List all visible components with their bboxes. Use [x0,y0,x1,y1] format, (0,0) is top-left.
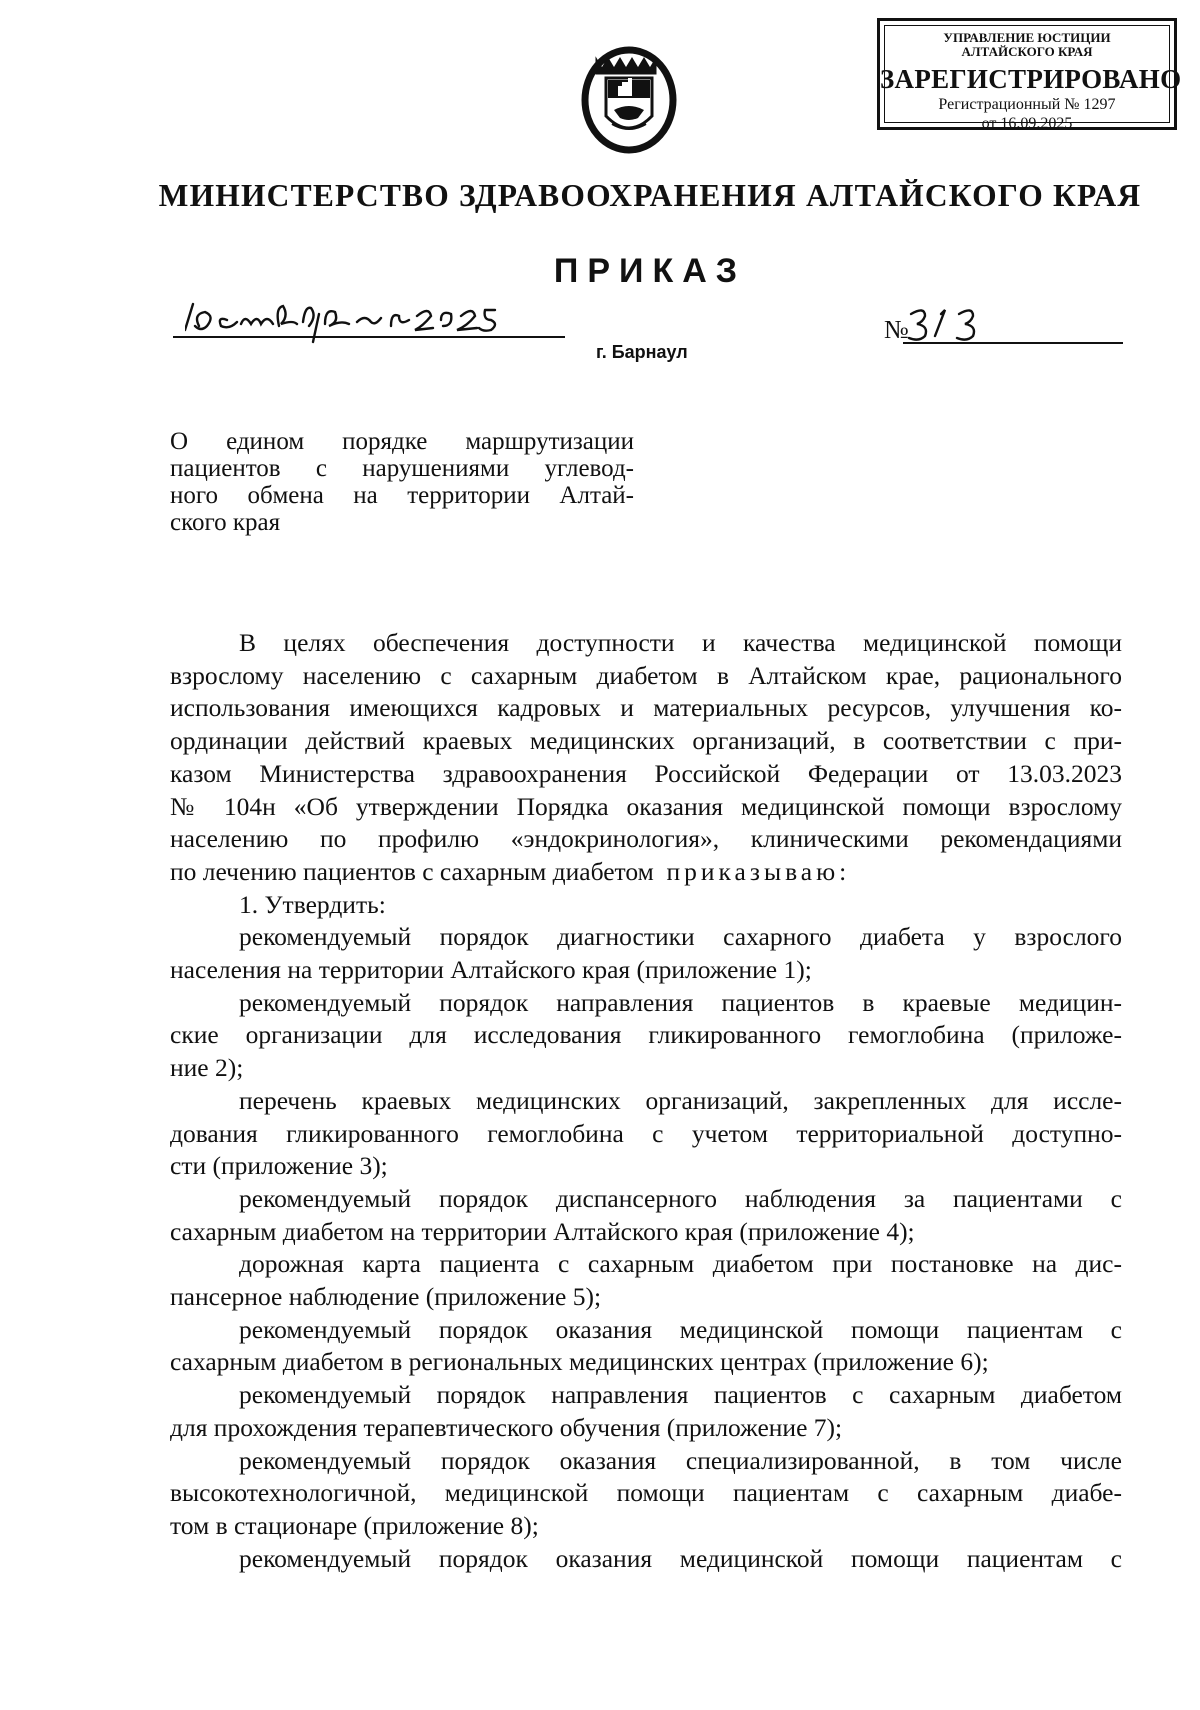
handwritten-date [185,296,565,346]
preamble-line: использования имеющихся кадровых и материальных ресурсов, улучшения ко- [170,693,1122,723]
subject-line: ского края [170,509,281,536]
stamp-status: ЗАРЕГИСТРИРОВАНО [880,64,1182,94]
subject-line: О едином порядке маршрутизации [170,428,634,455]
appendix-item-line: рекомендуемый порядок оказания медицинской помощи пациентам с [239,1543,1122,1573]
appendix-item-line: пансерное наблюдение (приложение 5); [170,1282,602,1312]
date-underline [173,336,565,338]
appendix-item-line: дорожная карта пациента с сахарным диабетом при постановке на дис- [239,1249,1122,1279]
appendix-item-line: том в стационаре (приложение 8); [170,1510,539,1540]
handwritten-number [905,306,1015,346]
stamp-reg-date: от 16.09.2025 [981,115,1073,132]
preamble-line: взрослому населению с сахарным диабетом в Алтайском крае, рационального [170,660,1122,690]
preamble-line: В целях обеспечения доступности и качества медицинской помощи [239,628,1122,657]
appendix-item-line: населения на территории Алтайского края (приложение 1); [170,955,812,985]
number-underline [903,342,1123,344]
appendix-item-line: сти (приложение 3); [170,1151,388,1181]
appendix-item-line: высокотехнологичной, медицинской помощи пациентам с сахарным диабе- [170,1478,1122,1508]
preamble-line: № 104н «Об утверждении Порядка оказания медицинской помощи взрослому [170,791,1122,821]
ministry-name: МИНИСТЕРСТВО ЗДРАВООХРАНЕНИЯ АЛТАЙСКОГО КРАЯ [158,178,1142,213]
preamble-line: ординации действий краевых медицинских организаций, в соответствии с при- [170,726,1122,756]
appendix-item-line: ские организации для исследования гликированного гемоглобина (приложе- [170,1020,1122,1050]
document-type: ПРИКАЗ [553,252,747,290]
number-label: № [884,315,909,344]
stamp-reg-number: Регистрационный № 1297 [938,96,1116,113]
appendix-item-line: рекомендуемый порядок оказания специализированной, в том числе [239,1445,1122,1475]
appendix-item-line: рекомендуемый порядок диагностики сахарного диабета у взрослого [239,922,1122,952]
coat-of-arms-icon [578,38,680,154]
stamp-organization: УПРАВЛЕНИЕ ЮСТИЦИИ АЛТАЙСКОГО КРАЯ [943,30,1111,59]
item-1-label: 1. Утвердить: [239,889,386,919]
appendix-item-line: дования гликированного гемоглобина с учетом территориальной доступно- [170,1118,1122,1148]
appendix-item-line: перечень краевых медицинских организаций, закрепленных для иссле- [239,1085,1122,1115]
subject-line: ного обмена на территории Алтай- [170,482,634,509]
appendix-item-line: для прохождения терапевтического обучения (приложение 7); [170,1412,843,1442]
appendix-item-line: сахарным диабетом на территории Алтайского края (приложение 4); [170,1216,915,1246]
preamble-last-line [170,856,1122,889]
subject-line: пациентов с нарушениями углевод- [170,455,634,482]
ministry-heading [0,178,1200,214]
order-body [170,627,1122,1575]
preamble-line: по лечению пациентов с сахарным диабетом [170,856,654,886]
city: г. Барнаул [596,342,688,362]
registration-stamp [877,18,1182,132]
appendix-item-line: рекомендуемый порядок направления пациентов в краевые медицин- [239,987,1122,1017]
preamble-line: казом Министерства здравоохранения Российской Федерации от 13.03.2023 [170,758,1122,788]
appendix-item-line: рекомендуемый порядок оказания медицинской помощи пациентам с [239,1314,1122,1344]
order-subject [170,428,634,536]
decree-word: приказываю: [666,856,851,886]
preamble-line: населению по профилю «эндокринология», клиническими рекомендациями [170,824,1122,854]
appendix-item-line: рекомендуемый порядок диспансерного наблюдения за пациентами с [239,1183,1122,1213]
appendix-item-line: рекомендуемый порядок направления пациентов с сахарным диабетом [239,1380,1122,1410]
appendix-item-line: ние 2); [170,1053,244,1083]
appendix-item-line: сахарным диабетом в региональных медицинских центрах (приложение 6); [170,1347,989,1377]
